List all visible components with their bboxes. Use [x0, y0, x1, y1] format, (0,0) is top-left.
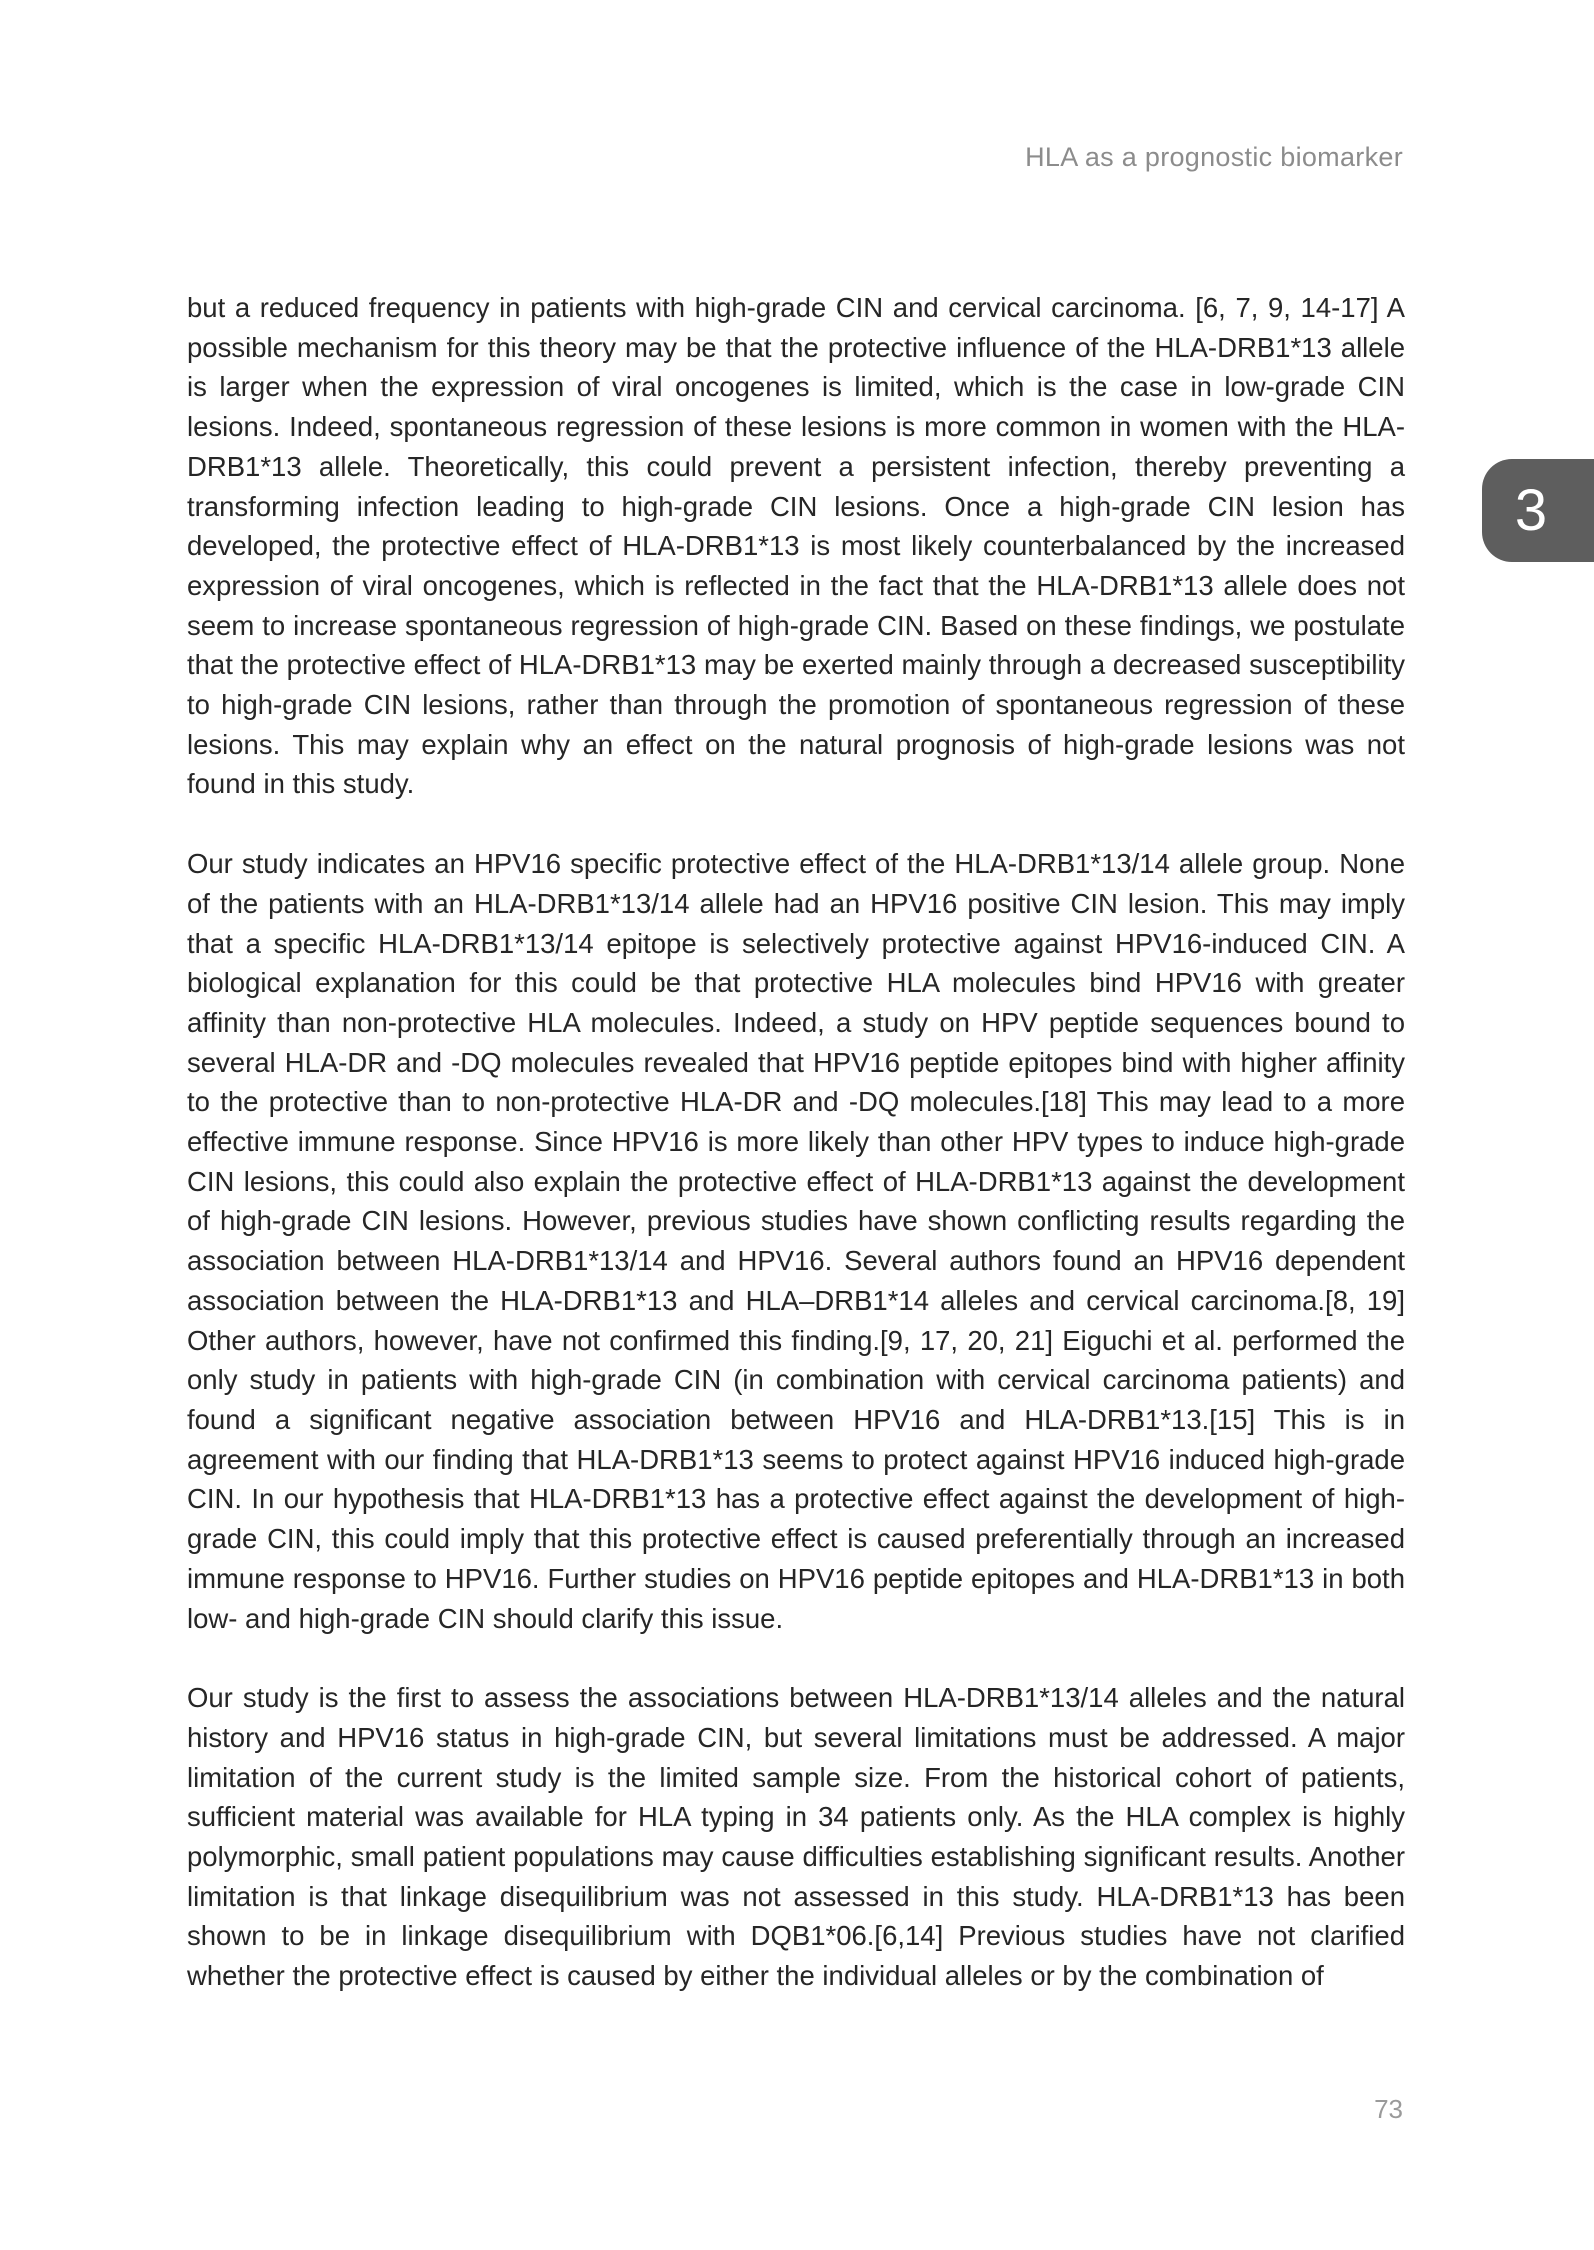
- running-header: HLA as a prognostic biomarker: [1025, 142, 1403, 172]
- paragraph-1: but a reduced frequency in patients with high-grade CIN and cervical carcinoma. [6, 7, 9, 14-17] A possible mechanism for this theory may be that the protective influence of the HLA-DRB1*13 allele is larger when the expression of viral oncogenes is limited, which is the case in low-grade CIN lesions. Indeed, spontaneous regression of these lesions is more common in women with the HLA-DRB1*13 allele. Theoretically, this could prevent a persistent infection, thereby preventing a transforming infection leading to high-grade CIN lesions. Once a high-grade CIN lesion has developed, the protective effect of HLA-DRB1*13 is most likely counterbalanced by the increased expression of viral oncogenes, which is reflected in the fact that the HLA-DRB1*13 allele does not seem to increase spontaneous regression of high-grade CIN. Based on these findings, we postulate that the protective effect of HLA-DRB1*13 may be exerted mainly through a decreased susceptibility to high-grade CIN lesions, rather than through the promotion of spontaneous regression of these lesions. This may explain why an effect on the natural prognosis of high-grade lesions was not found in this study.: [187, 292, 1405, 800]
- body-text: [187, 288, 1405, 2036]
- paragraph-2: Our study indicates an HPV16 specific protective effect of the HLA-DRB1*13/14 allele group. None of the patients with an HLA-DRB1*13/14 allele had an HPV16 positive CIN lesion. This may imply that a specific HLA-DRB1*13/14 epitope is selectively protective against HPV16-induced CIN. A biological explanation for this could be that protective HLA molecules bind HPV16 with greater affinity than non-protective HLA molecules. Indeed, a study on HPV peptide sequences bound to several HLA-DR and -DQ molecules revealed that HPV16 peptide epitopes bind with higher affinity to the protective than to non-protective HLA-DR and -DQ molecules.[18] This may lead to a more effective immune response. Since HPV16 is more likely than other HPV types to induce high-grade CIN lesions, this could also explain the protective effect of HLA-DRB1*13 against the development of high-grade CIN lesions. However, previous studies have shown conflicting results regarding the association between HLA-DRB1*13/14 and HPV16. Several authors found an HPV16 dependent association between the HLA-DRB1*13 and HLA–DRB1*14 alleles and cervical carcinoma.[8, 19] Other authors, however, have not confirmed this finding.[9, 17, 20, 21] Eiguchi et al. performed the only study in patients with high-grade CIN (in combination with cervical carcinoma patients) and found a significant negative association between HPV16 and HLA-DRB1*13.[15] This is in agreement with our finding that HLA-DRB1*13 seems to protect against HPV16 induced high-grade CIN. In our hypothesis that HLA-DRB1*13 has a protective effect against the development of high-grade CIN, this could imply that this protective effect is caused preferentially through an increased immune response to HPV16. Further studies on HPV16 peptide epitopes and HLA-DRB1*13 in both low- and high-grade CIN should clarify this issue.: [187, 848, 1405, 1634]
- page-number: 73: [1374, 2094, 1403, 2124]
- paragraph-3: Our study is the first to assess the associations between HLA-DRB1*13/14 alleles and the natural history and HPV16 status in high-grade CIN, but several limitations must be addressed. A major limitation of the current study is the limited sample size. From the historical cohort of patients, sufficient material was available for HLA typing in 34 patients only. As the HLA complex is highly polymorphic, small patient populations may cause difficulties establishing significant results. Another limitation is that linkage disequilibrium was not assessed in this study. HLA-DRB1*13 has been shown to be in linkage disequilibrium with DQB1*06.[6,14] Previous studies have not clarified whether the protective effect is caused by either the individual alleles or by the combination of: [187, 1682, 1405, 1992]
- chapter-tab: 3: [1482, 459, 1594, 562]
